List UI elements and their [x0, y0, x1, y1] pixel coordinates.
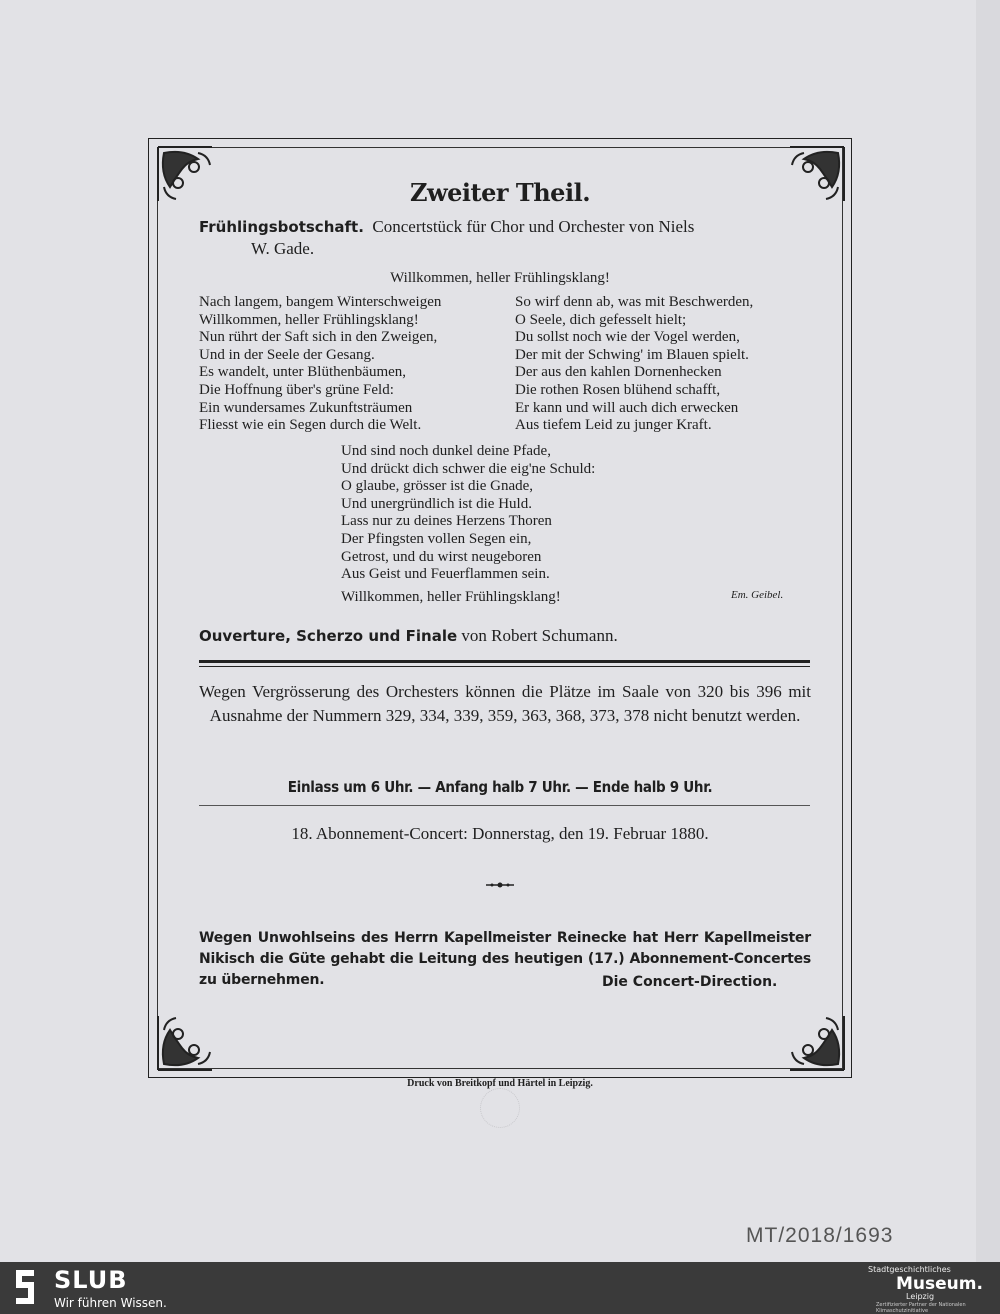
piece-description: Concertstück für Chor und Orchester von Niels — [372, 217, 695, 236]
piece-heading — [199, 216, 811, 260]
slub-logo-icon[interactable] — [12, 1268, 38, 1306]
conductor-notice: Wegen Unwohlseins des Herrn Kapellmeister Reinecke hat Herr Kapellmeister Nikisch die Güte gehabt die Leitung des heutigen (17.) Abonnement-Concertes zu übernehmen. — [199, 930, 811, 988]
schedule-line: Einlass um 6 Uhr. — Anfang halb 7 Uhr. — Ende halb 9 Uhr. — [287, 778, 713, 796]
divider — [199, 666, 810, 667]
poem-line: Der mit der Schwing' im Blauen spielt. — [515, 346, 749, 363]
poem-motto: Willkommen, heller Frühlingsklang! — [390, 270, 610, 286]
poem-line: Nun rührt der Saft sich in den Zweigen, — [199, 329, 438, 346]
poem-right-column — [515, 294, 753, 435]
poem-left-column — [199, 294, 441, 435]
poem-line: Lass nur zu deines Herzens Thoren — [341, 513, 552, 530]
poem-middle-stanza — [341, 443, 595, 584]
piece-name: Frühlingsbotschaft. — [199, 218, 364, 236]
poem-line: Aus tiefem Leid zu junger Kraft. — [515, 417, 712, 434]
divider — [199, 805, 810, 806]
printer-imprint: Druck von Breitkopf und Härtel in Leipzig. — [407, 1078, 593, 1089]
corner-ornament-icon — [786, 1012, 848, 1074]
poem-line: Du sollst noch wie der Vogel werden, — [515, 329, 740, 346]
library-slogan: Wir führen Wissen. — [54, 1296, 167, 1310]
poem-line: Aus Geist und Feuerflammen sein. — [341, 566, 550, 583]
library-stamp — [480, 1088, 520, 1128]
ornament-dash-icon — [484, 880, 516, 890]
poem-line: Der Pfingsten vollen Segen ein, — [341, 530, 532, 547]
poem-line: O glaube, grösser ist die Gnade, — [341, 478, 534, 495]
seating-notice: Wegen Vergrösserung des Orchesters können die Plätze im Saale von 320 bis 396 mit Ausnahme der Nummern 329, 334, 339, 359, 363, 368, 373, 378 nicht benutzt werden. — [199, 682, 811, 725]
poem-line: Er kann und will auch dich erwecken — [515, 399, 739, 416]
poem-line: Die rothen Rosen blühend schafft, — [515, 381, 721, 398]
poem-line: Es wandelt, unter Blüthenbäumen, — [199, 364, 407, 381]
next-concert: 18. Abonnement-Concert: Donnerstag, den 19. Februar 1880. — [291, 824, 709, 843]
poem-closing: Willkommen, heller Frühlingsklang! — [341, 589, 561, 605]
poem-author: Em. Geibel. — [731, 589, 784, 601]
divider — [199, 660, 810, 663]
poem-line: Und sind noch dunkel deine Pfade, — [341, 443, 551, 459]
section-title: Zweiter Theil. — [409, 178, 591, 207]
ouverture-line — [199, 626, 618, 646]
museum-label: Stadtgeschichtliches — [868, 1265, 951, 1274]
museum-name[interactable]: Museum. — [896, 1274, 983, 1294]
poem-line: O Seele, dich gefesselt hielt; — [515, 311, 687, 328]
shelfmark: MT/2018/1693 — [746, 1224, 894, 1247]
poem-line: Der aus den kahlen Dornenhecken — [515, 364, 722, 381]
museum-city: Leipzig — [906, 1292, 935, 1301]
poem-line: Die Hoffnung über's grüne Feld: — [199, 381, 394, 398]
poem-line: Und in der Seele der Gesang. — [199, 346, 375, 363]
poem-line: Und drückt dich schwer die eig'ne Schuld: — [341, 460, 596, 477]
signature: Die Concert-Direction. — [602, 974, 778, 990]
corner-ornament-icon — [154, 1012, 216, 1074]
poem-line: Nach langem, bangem Winterschweigen — [199, 294, 442, 310]
poem-line: Willkommen, heller Frühlingsklang! — [199, 311, 419, 328]
poem-line: Fliesst wie ein Segen durch die Welt. — [199, 417, 422, 434]
poem-line: Und unergründlich ist die Huld. — [341, 495, 532, 512]
library-name[interactable]: SLUB — [54, 1266, 128, 1294]
poem-line: Getrost, und du wirst neugeboren — [341, 548, 542, 565]
museum-certificate: Zertifizierter Partner der Nationalen Klimaschutzinitiative — [876, 1302, 966, 1314]
ouverture-composer: von Robert Schumann. — [461, 626, 618, 645]
ouverture-title: Ouverture, Scherzo und Finale — [199, 627, 458, 645]
poem-line: Ein wundersames Zukunftsträumen — [199, 399, 413, 416]
piece-composer: W. Gade. — [251, 239, 315, 258]
poem-line: So wirf denn ab, was mit Beschwerden, — [515, 294, 754, 310]
